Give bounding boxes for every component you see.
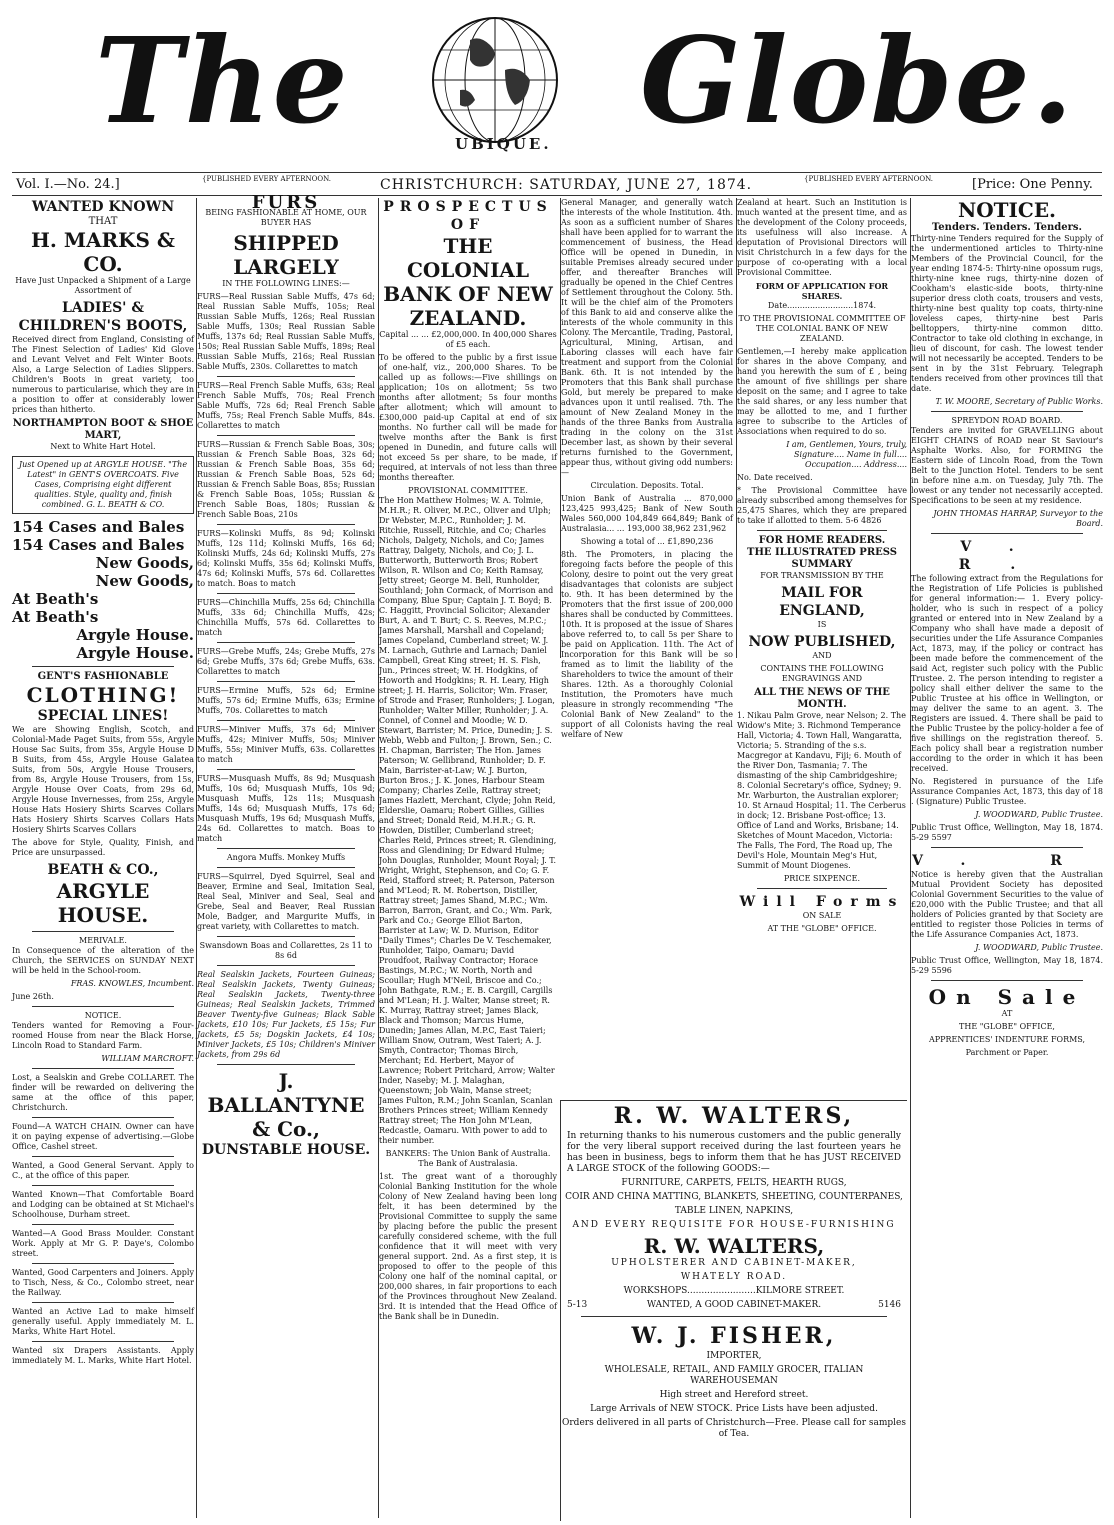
prospectus-heading: PROSPECTUS OF xyxy=(383,199,553,233)
table-total: Showing a total of ... £1,890,236 xyxy=(580,537,714,546)
regs-no: No. Registered in pursuance of the Life Assurance Companies Act, 1873, this day of 18 . (Signature) Public Trustee. xyxy=(911,777,1103,806)
furs-list-6: FURS—Grebe Muffs, 24s; Grebe Muffs, 27s 6d; Grebe Muffs, 37s 6d; Grebe Muffs, 63s. Collarettes to match xyxy=(197,647,375,676)
column-6 xyxy=(910,198,1103,1518)
at-beath-2: At Beath's xyxy=(12,608,99,626)
walters-trade: UPHOLSTERER AND CABINET-MAKER, xyxy=(611,1258,857,1268)
notice2-body: Notice is hereby given that the Australian Mutual Provident Society has deposited Colonial Government Securities to the value of £20,000 with the Public Trustee; and that all holders of Policies granted by that Society are entitled to register those Policies in terms of the Life Assurance Companies Act, 1873. xyxy=(911,870,1103,939)
capital-line: Capital ... ... £2,000,000. In 400,000 Shares of £5 each. xyxy=(379,330,557,349)
prospectus-body-2: 1st. The great want of a thoroughly Colonial Banking Institution for the whole Colony of New Zealand having been long felt, it has been determined by the Provisional Committee to supply the same by placing before the public the present carefully considered scheme, with the full confidence that it will meet with very general support. 2nd. As a first step, it is proposed to offer to the people of this Colony one half of the nominal capital, or 200,000 shares, in fair proportions to each of the Provinces throughout New Zealand. 3rd. It is intended that the Head Office of the Bank shall be in Dunedin. xyxy=(379,1172,557,1321)
onsale-at: AT xyxy=(1001,1009,1013,1018)
summary-contains: CONTAINS THE FOLLOWING ENGRAVINGS AND xyxy=(760,664,884,683)
merivale-body: In Consequence of the alteration of the Church, the SERVICES on SUNDAY NEXT will be held in the School-room. xyxy=(12,946,194,975)
fisher-heading: W. J. FISHER, xyxy=(631,1323,837,1349)
bank-body-3: Zealand at heart. Such an Institution is much wanted at the present time, and as the development of the Colony proceeds, its usefulness will also increase. A deputation of Provisional Directors will visit Christchurch in a few days for the purpose of co-operating with a local Provisional Committee. xyxy=(737,198,907,277)
wanted-ad-4: Wanted, Good Carpenters and Joiners. Apply to Tisch, Ness, & Co., Colombo street, near the Railway. xyxy=(12,1268,194,1297)
bank-heading: THE COLONIAL BANK OF NEW ZEALAND. xyxy=(383,234,553,330)
form-number: No. Date received. xyxy=(737,473,813,482)
walters-workshops: WORKSHOPS........................KILMORE STREET. xyxy=(623,1286,845,1296)
dunstable-house: DUNSTABLE HOUSE. xyxy=(201,1142,371,1158)
engravings-list: 1. Nikau Palm Grove, near Nelson; 2. The Widow's Mite; 3. Richmond Temperance Hall, Victoria; 4. Town Hall, Wangaratta, Victoria; 5. Stranding of the s.s. Macgregor at Kandavu, Fiji; 6. Mouth of the River Don, Tasmania; 7. The dismasting of the ship Cambridgeshire; 8. Colonial Secretary's office, Sydney; 9. Mr. Warburton, the Australian explorer; 10. St Arnaud Hospital; 11. The Cerberus in dock; 12. Brisbane Post-office; 13. Office of Land and Works, Brisbane; 14. Sketches of Mount Macedon, Victoria: The Falls, The Ford, The Road up, The Devil's Hole, Mountain Meg's Hut, Summit of Mount Diogenes. xyxy=(737,711,906,870)
regs-body: The following extract from the Regulations for the Registration of Life Policies is published for general information:— 1. Every policy-holder, who is such in respect of a policy granted or entered into in New Zealand by a Company who shall have made a deposit of securities under the Life Assurance Companies Act, 1873, may, if the policy or contract has been made before the commencement of the said Act, register such policy with the Public Trustee. 2. The person intending to register a policy shall either deliver the same to the Public Trustee at his office in Wellington, or may deliver the same to an agent. 3. The Registers are issued. 4. There shall be paid to the Public Trustee by the policy-holder a fee of five shillings on the registration thereof. 5. Each policy shall bear a registration number according to the order in which it has been received. xyxy=(911,574,1103,773)
form-date: Date..........................1874. xyxy=(767,301,877,310)
vr-crest-2: V. R xyxy=(912,853,1102,869)
wanted-ad-6: Wanted six Drapers Assistants. Apply immediately M. L. Marks, White Hart Hotel. xyxy=(12,1346,194,1365)
new-goods-1: New Goods, xyxy=(95,554,194,572)
home-readers: FOR HOME READERS. xyxy=(758,535,886,546)
goods-3: TABLE LINEN, NAPKINS, xyxy=(674,1206,794,1216)
now-published: NOW PUBLISHED, xyxy=(748,634,896,650)
cases-2: 154 Cases and Bales xyxy=(12,536,185,554)
walters-2: R. W. WALTERS, xyxy=(643,1234,825,1258)
notice-body: Tenders wanted for Removing a Four-roomed House from near the Black Horse, Lincoln Road to Standard Farm. xyxy=(12,1021,194,1050)
walters-wanted: WANTED, A GOOD CABINET-MAKER. xyxy=(646,1300,822,1310)
special-heading: SPECIAL LINES! xyxy=(37,708,169,724)
column-3 xyxy=(378,198,557,1518)
furs-list-9: FURS—Musquash Muffs, 8s 9d; Musquash Muffs, 10s 6d; Musquash Muffs, 10s 9d; Musquash Muffs, 12s 11s; Musquash Muffs, 14s 6d; Musquash Muffs, 17s 6d; Musquash Muffs, 19s 6d; Musquash Muffs, 24s 6d. Collarettes to match. Boas to match xyxy=(197,774,375,843)
regs-sign: J. WOODWARD, Public Trustee. xyxy=(975,810,1103,819)
column-2 xyxy=(196,192,375,1518)
will-onsale: ON SALE xyxy=(802,911,842,920)
wanted-ad-1: Wanted, a Good General Servant. Apply to C., at the office of this paper. xyxy=(12,1161,194,1180)
onsale-parchment: Parchment or Paper. xyxy=(965,1048,1049,1057)
walters-heading: R. W. WALTERS, xyxy=(613,1103,855,1129)
summary-price: PRICE SIXPENCE. xyxy=(783,874,861,883)
table-rows: Union Bank of Australia ... 870,000 123,425 993,425; Bank of New South Wales 560,000 104,849 664,849; Bank of Australasia... ... 193,000 38,962 231,962 xyxy=(561,494,733,533)
ballantyne-name: J. BALLANTYNE & Co., xyxy=(207,1069,365,1141)
fisher-address: High street and Hereford street. xyxy=(659,1390,809,1400)
summary-for: FOR TRANSMISSION BY THE xyxy=(760,571,884,580)
furs-list-12: Swansdown Boas and Collarettes, 2s 11 to 8s 6d xyxy=(199,941,373,960)
summary-is: IS xyxy=(817,620,827,629)
bank-body-1: General Manager, and generally watch the interests of the whole Institution. 4th. As soon as a sufficient number of Shares shall have been applied for to warrant the commencement of business, the Head Office will be opened in Dunedin, in suitable Premises already secured under offer, and thereafter Branches will gradually be opened in the Chief Centres of Settlement throughout the Colony. 5th. It will be the chief aim of the Promoters of this Bank to aid and conserve alike the interests of the whole community in this Colony. The Mercantile, Trading, Pastoral, Agricultural, Mining, Artisan, and Laboring classes will each have fair treatment and support from the Colonial Bank. 6th. It is not intended by the Promoters that this Bank shall purchase Gold, but merely be prepared to make advances upon it until realised. 7th. The amount of New Zealand Money in the hands of the three Banks from Australia trading in the colony on the 31st December last, as shown by their several returns furnished to the Government, appear thus, without giving odd numbers:— xyxy=(561,198,733,477)
spreydon-sign: JOHN THOMAS HARRAP, Surveyor to the Board. xyxy=(933,509,1103,528)
merivale-date: June 26th. xyxy=(12,992,54,1001)
fisher-stock: Large Arrivals of NEW STOCK. Price Lists have been adjusted. xyxy=(590,1404,878,1414)
bankers-line: BANKERS: The Union Bank of Australia. The Bank of Australasia. xyxy=(385,1149,551,1168)
fisher-body: WHOLESALE, RETAIL, AND FAMILY GROCER, ITALIAN WAREHOUSEMAN xyxy=(604,1365,864,1386)
furs-list-4: FURS—Kolinski Muffs, 8s 9d; Kolinski Muffs, 12s 11d; Kolinski Muffs, 16s 6d; Kolinski Muffs, 24s 6d; Kolinski Muffs, 27s 6d; Kolinski Muffs, 35s 6d; Kolinski Muffs, 47s 6d; Kolinski Muffs, 57s 6d. Collarettes to match. Boas to match xyxy=(197,529,375,588)
furs-list-2: FURS—Real French Sable Muffs, 63s; Real French Sable Muffs, 70s; Real French Sable Muffs, 72s 6d; Real French Sable Muffs, 75s; Real French Sable Muffs, 84s. Collarettes to match xyxy=(197,381,375,430)
will-at-globe: AT THE "GLOBE" OFFICE. xyxy=(767,924,877,933)
wanted-ad-3: Wanted—A Good Brass Moulder. Constant Work. Apply at Mr G. P. Daye's, Colombo street. xyxy=(12,1229,194,1258)
mail-england: MAIL FOR ENGLAND, xyxy=(779,585,865,619)
gents-heading: GENT'S FASHIONABLE xyxy=(37,671,169,682)
tenders-sign: T. W. MOORE, Secretary of Public Works. xyxy=(935,397,1103,406)
committee-list: The Hon Matthew Holmes; W. A. Tolmie, M.H.R.; R. Oliver, M.P.C., Oliver and Ulph; Dr Webster, M.P.C., Runholder; J. M. Ritchie, Russell, Ritchie, and Co; Charles Nichols, Dalgety, Nichols, and Co; James Rattray, Dalgety, Nichols, and Co; J. L. Butterworth, Butterworth Bros; Robert Wilson, R. Wilson and Co; Keith Ramsay, Jetty street; George M. Bell, Runholder, Southland; John Cormack, of Morrison and Company, Blue Spur; Captain J. T. Boyd; B. C. Haggitt, Provincial Solicitor; Alexander Burt, A. and T. Burt; C. S. Reeves, M.P.C.; James Marshall, Marshall and Copeland; James Copeland, Cumberland street; W. J. M. Larnach, Guthrie and Larnach; Daniel Campbell, Great King street; H. S. Fish, Jun., Princes street; W. H. Hodgkins, of Howorth and Hodgkins; R. H. Leary, High street; J. H. Harris, Solicitor; Wm. Fraser, of Strode and Fraser, Runholders; J. Logan, Runholder; Walter Miller, Runholder; J. A. Connel, of Connel and Moodie; W. D. Stewart, Barrister; M. Price, Dunedin; J. S. Webb, Webb and Fulton; J. Brown, Sen.; C. H. Chapman, Barrister; The Hon. James Paterson; W. Gellibrand, Runholder; D. F. Main, Barrister-at-Law; W. J. Burton, Burton Bros.; J. K. Jones, Harbour Steam Company; Charles Zeile, Rattray street; James Hazlett, Merchant, Clyde; John Reid, Elderslie, Oamaru; Robert Gillies, Gillies and Street; Donald Reid, M.H.R.; G. R. Howden, Distiller, Cumberland street; Charles Reid, Princes street; R. Glendining, Ross and Glendining; Dr Edward Hulme; John Douglas, Runholder, Mount Royal; J. T. Wright, Wright, Stephenson, and Co; G. F. Reid, Stafford street; R. Paterson, Paterson and M'Leod; R. M. Robertson, Distiller, Rattray street; James Shand, M.P.C.; Wm. Barron, Barron, Grant, and Co.; Wm. Park, Park and Co.; George Elliot Barton, Barrister at Law; W. D. Murison, Editor "Daily Times"; Charles De V. Teschemaker, Runholder, Taipo, Oamaru; David Proudfoot, Railway Contractor; Horace Bastings, M.P.C.; W. North, North and Scoullar; Hugh M'Neil, Briscoe and Co.; John Bathgate, R.M.; E. B. Cargill, Cargills and M'Lean; H. J. Walter, Manse street; R. K. Murray, Rattray street; James Black, Black and Thomson; Marcus Hume, Dunedin; James Allan, M.P.C, East Taieri; William Snow, Outram, West Taieri; A. J. Smyth, Contractor; Thomas Birch, Merchant; Ed. Herbert, Mayor of Lawrence; Robert Pritchard, Arrow; Walter Inder, Naseby; M. J. Malaghan, Queenstown; Job Wain, Manse street; James Fulton, R.M.; John Scanlan, Scanlan Brothers Princes street; William Kennedy Rattray street; The Hon John M'Lean, Redcastle, Oamaru. With power to add to their number. xyxy=(379,496,557,1145)
regs-office: Public Trust Office, Wellington, May 18, 1874. 5-29 5597 xyxy=(911,823,1103,842)
motto: UBIQUE. xyxy=(455,135,552,153)
title-the: The xyxy=(95,11,350,150)
beath-name: BEATH & CO., xyxy=(47,862,159,878)
title-globe: Globe. xyxy=(640,11,1075,150)
special-body: We are Showing English, Scotch, and Colonial-Made Paget Suits, from 55s, Argyle House Sac Suits, from 35s, Argyle House D B Suits, from 45s, Argyle House Galatea Suits, from 50s, Argyle House Trousers, from 8s, Argyle House Trousers, from 15s, Argyle House Over Coats, from 29s 6d, Argyle House Invernesses, from 25s, Argyle House Hats Hosiery Shirts Scarves Collars Hats Hosiery Shirts Scarves Collars Hats Hosiery Shirts Scarves Collars xyxy=(12,725,194,834)
special-tail: The above for Style, Quality, Finish, and Price are unsurpassed. xyxy=(12,838,194,857)
spreydon-heading: SPREYDON ROAD BOARD. xyxy=(951,416,1063,425)
argyle-2: Argyle House. xyxy=(76,644,194,662)
furs-list-10: Angora Muffs. Monkey Muffs xyxy=(226,853,346,862)
furs-list-1: FURS—Real Russian Sable Muffs, 47s 6d; Real Russian Sable Muffs, 105s; Real Russian Sable Muffs, 126s; Real Russian Sable Muffs, 130s; Real Russian Sable Muffs, 137s 6d; Real Russian Sable Muffs, 150s; Real Russian Sable Muffs, 189s; Real Russian Sable Muffs, 216s; Real Russian Sable Muffs, 230s. Collarettes to match xyxy=(197,292,375,371)
walters-ref-2: 5146 xyxy=(878,1300,901,1310)
onsale-heading: On Sale xyxy=(928,985,1086,1009)
furs-list-7: FURS—Ermine Muffs, 52s 6d; Ermine Muffs, 57s 6d; Ermine Muffs, 63s; Ermine Muffs, 70s. Collarettes to match xyxy=(197,686,375,715)
column-5 xyxy=(736,198,907,933)
form-note: * The Provisional Committee have already subscribed among themselves for 25,475 Shares, which they are prepared to take if allotted to them. 5-6 4826 xyxy=(737,486,907,525)
jackets-list: Real Sealskin Jackets, Fourteen Guineas; Real Sealskin Jackets, Twenty Guineas; Real Sealskin Jackets, Twenty-three Guineas; Real Sealskin Jackets, Trimmed Beaver Twenty-five Guineas; Black Sable Jackets, £10 10s; Fur Jackets, £5 15s; Fur Jackets, £5 5s; Dogskin Jackets, £4 10s; Miniver Jackets, £5 10s; Children's Miniver Jackets, from 29s 6d xyxy=(197,970,375,1059)
goods-4: AND EVERY REQUISITE FOR HOUSE-FURNISHING xyxy=(572,1220,896,1230)
published-right: {PUBLISHED EVERY AFTERNOON. xyxy=(804,175,933,183)
furs-list-5: FURS—Chinchilla Muffs, 25s 6d; Chinchilla Muffs, 33s 6d; Chinchilla Muffs, 42s; Chinchilla Muffs, 57s 6d. Collarettes to match xyxy=(197,598,375,637)
published-left: {PUBLISHED EVERY AFTERNOON. xyxy=(202,175,331,183)
price: [Price: One Penny. xyxy=(972,177,1093,192)
merivale-sign: FRAS. KNOWLES, Incumbent. xyxy=(70,979,194,988)
argyle-house: ARGYLE HOUSE. xyxy=(56,879,150,927)
marks-that: THAT xyxy=(88,216,118,227)
wide-ads xyxy=(560,1100,907,1521)
marks-address: Next to White Hart Hotel. xyxy=(50,442,156,451)
goods-1: FURNITURE, CARPETS, FELTS, HEARTH RUGS, xyxy=(621,1178,847,1188)
cases-1: 154 Cases and Bales xyxy=(12,518,185,536)
notice-sign: WILLIAM MARCROFT. xyxy=(101,1054,194,1063)
committee-heading: PROVISIONAL COMMITTEE. xyxy=(408,486,528,495)
marks-name: H. MARKS & CO. xyxy=(31,228,175,276)
walters-body: In returning thanks to his numerous customers and the public generally for the very liberal support received during the last fourteen years he has been in business, begs to inform them that he has JUST RECEIVED A LARGE STOCK of the following GOODS:— xyxy=(567,1131,901,1174)
table-head: Circulation. Deposits. Total. xyxy=(590,481,704,490)
wanted-ad-2: Wanted Known—That Comfortable Board and Lodging can be obtained at St Michael's Schoolhouse, Durham street. xyxy=(12,1190,194,1219)
column-4 xyxy=(560,198,733,739)
spreydon-body: Tenders are invited for GRAVELLING about EIGHT CHAINS of ROAD near St Saviour's Asphalte Works. Also, for FORMING the Eastern side of Lincoln Road, from the Town Belt to the Junction Hotel. Tenders to be sent in before nine a.m. on Tuesday, July 7th. The lowest or any tender not necessarily accepted. Specifications to be seen at my residence. xyxy=(911,426,1103,505)
form-sign: I am, Gentlemen, Yours, truly, Signature.... Name in full.... Occupation.... Address.... xyxy=(786,440,907,469)
prospectus-body-1: To be offered to the public by a first issue of one-half, viz., 200,000 Shares. To be called up as follows:—Five shillings on application; 10s on allotment; 5s two months after allotment; 5s four months after allotment; which will amount to £300,000 paid-up Capital at end of six months. No further call will be made for twelve months after the Bank is first opened in Dunedin, and future calls will not exceed 5s per share, to be made, if required, at intervals of not less than three months thereafter. xyxy=(379,353,557,482)
will-forms: Will Forms xyxy=(739,894,905,910)
new-goods-2: New Goods, xyxy=(95,572,194,590)
clothing-heading: CLOTHING! xyxy=(26,683,180,707)
fisher-importer: IMPORTER, xyxy=(706,1351,762,1361)
furs-intro-2: IN THE FOLLOWING LINES:— xyxy=(222,279,350,288)
lost-ad: Lost, a Sealskin and Grebe COLLARET. The finder will be rewarded on delivering the same at the office of this paper, Christchurch. xyxy=(12,1073,194,1112)
marks-heading: WANTED KNOWN xyxy=(31,199,175,215)
argyle-1: Argyle House. xyxy=(76,626,194,644)
dateline xyxy=(12,172,1102,196)
wanted-ad-5: Wanted an Active Lad to make himself generally useful. Apply immediately M. L. Marks, White Hart Hotel. xyxy=(12,1307,194,1336)
walters-ref: 5-13 xyxy=(567,1300,588,1310)
masthead xyxy=(0,0,1114,170)
volume-number: Vol. I.—No. 24.] xyxy=(16,177,120,192)
marks-body2: Received direct from England, Consisting of The Finest Selection of Ladies' Kid Glove and Levant Velvet and Felt Winter Boots. Also, a Large Selection of Ladies Slippers. Children's Boots in great variety, too numerous to particularise, which they are in a position to offer at considerably lower prices than hitherto. xyxy=(12,335,194,414)
furs-list-11: FURS—Squirrel, Dyed Squirrel, Seal and Beaver, Ermine and Seal, Imitation Seal, Real Seal, Miniver and Seal, Seal and Grebe, Seal and Beaver, Real Russian Mole, Badger, and Margurite Muffs, in great variety, with Collarettes to match. xyxy=(197,872,375,931)
notice2-sign: J. WOODWARD, Public Trustee. xyxy=(975,943,1103,952)
overcoats-ad: Just Opened up at ARGYLE HOUSE. "The Latest" in GENT'S OVERCOATS. Five Cases, Comprising eight different qualities. Style, quality and, finish combined. G. L. BEATH & CO. xyxy=(12,456,194,514)
form-body: Gentlemen,—I hereby make application for shares in the above Company, and hand you herewith the sum of £ , being the amount of five shillings per share deposit on the same; and I agree to take the said shares, or any less number that may be allotted to me, and I further agree to subscribe to the Articles of Associations when required to do so. xyxy=(737,347,907,436)
tenders-body: Thirty-nine Tenders required for the Supply of the undermentioned articles to Thirty-nine Members of the Provincial Council, for the year ending 1874-5: Thirty-nine opossum rugs, thirty-nine knee rugs, thirty-nine dozen of Cookham's elastic-side boots, thirty-nine superior dress cloth coats, trousers and vests, thirty-nine best quality top coats, thirty-nine loveless capes, thirty-nine best Paris belltoppers, thirty-nine common ditto. Contractor to take old clothing in exchange, in lieu of discount, for cash. The lowest tender will not necessarily be accepted. Tenders to be sent in by the 31st February. Telegraph tenders received from other provinces till that date. xyxy=(911,234,1103,393)
shipped-heading: SHIPPED LARGELY xyxy=(233,231,339,279)
onsale-forms: APPRENTICES' INDENTURE FORMS, xyxy=(928,1035,1086,1044)
marks-body: Have Just Unpacked a Shipment of a Large Assortment of xyxy=(15,276,191,295)
form-heading: FORM OF APPLICATION FOR SHARES. xyxy=(755,281,889,301)
marks-boots: LADIES' & CHILDREN'S BOOTS, xyxy=(18,300,188,334)
goods-2: COIR AND CHINA MATTING, BLANKETS, SHEETING, COUNTERPANES, xyxy=(565,1192,903,1202)
notice-heading: NOTICE. xyxy=(84,1011,122,1020)
notice-heading-right: NOTICE. xyxy=(957,198,1057,222)
at-beath-1: At Beath's xyxy=(12,590,99,608)
furs-list-3: FURS—Russian & French Sable Boas, 30s; Russian & French Sable Boas, 32s 6d; Russian & French Sable Boas, 35s 6d; Russian & French Sable Boas, 52s 6d; Russian & French Sable Boas, 85s; Russian & French Sable Boas, 105s; Russian & French Sable Boas, 180s; Russian & French Sable Boas, 210s xyxy=(197,440,375,519)
marks-mart: NORTHAMPTON BOOT & SHOE MART, xyxy=(12,418,194,441)
summary-and: AND xyxy=(812,651,832,660)
bank-body-2: 8th. The Promoters, in placing the foregoing facts before the people of this Colony, desire to point out the very great disadvantages that colonists are subject to. 9th. It has been determined by the Promoters that the first issue of 200,000 shares shall be conducted by Committees. 10th. It is proposed at the issue of Shares above referred to, to call 5s per Share to be paid on Application. 11th. The Act of Incorporation for this Bank will be so framed as to limit the liability of the Shareholders to twice the amount of their Shares. 12th. As a thoroughly Colonial Institution, the Promoters have much pleasure in strongly recommending "The Colonial Bank of New Zealand" to the support of all Colonists having the real welfare of New xyxy=(561,550,733,739)
found-ad: Found—A WATCH CHAIN. Owner can have it on paying expense of advertising.—Globe Office, Cashel street. xyxy=(12,1122,194,1151)
summary-title: THE ILLUSTRATED PRESS SUMMARY xyxy=(747,547,897,570)
furs-list-8: FURS—Miniver Muffs, 37s 6d; Miniver Muffs, 42s; Miniver Muffs, 50s; Miniver Muffs, 55s; Miniver Muffs, 63s. Collarettes to match xyxy=(197,725,375,764)
place-date: CHRISTCHURCH: SATURDAY, JUNE 27, 1874. xyxy=(380,177,753,193)
furs-heading: FURS xyxy=(251,192,321,213)
onsale-globe: THE "GLOBE" OFFICE, xyxy=(959,1022,1055,1031)
form-to: TO THE PROVISIONAL COMMITTEE OF THE COLONIAL BANK OF NEW ZEALAND. xyxy=(738,314,906,343)
walters-road: WHATELY ROAD. xyxy=(680,1272,788,1282)
column-1 xyxy=(12,198,194,1518)
vr-crest: V. R. xyxy=(958,539,1056,573)
tenders-heading: Tenders. Tenders. Tenders. xyxy=(932,222,1082,233)
merivale-heading: MERIVALE. xyxy=(79,936,127,945)
furs-intro-1: BEING FASHIONABLE AT HOME, OUR BUYER HAS xyxy=(205,208,367,227)
notice2-office: Public Trust Office, Wellington, May 18, 1874. 5-29 5596 xyxy=(911,956,1103,975)
all-news: ALL THE NEWS OF THE MONTH. xyxy=(754,687,890,710)
fisher-tail: Orders delivered in all parts of Christchurch—Free. Please call for samples of Tea. xyxy=(562,1418,906,1439)
